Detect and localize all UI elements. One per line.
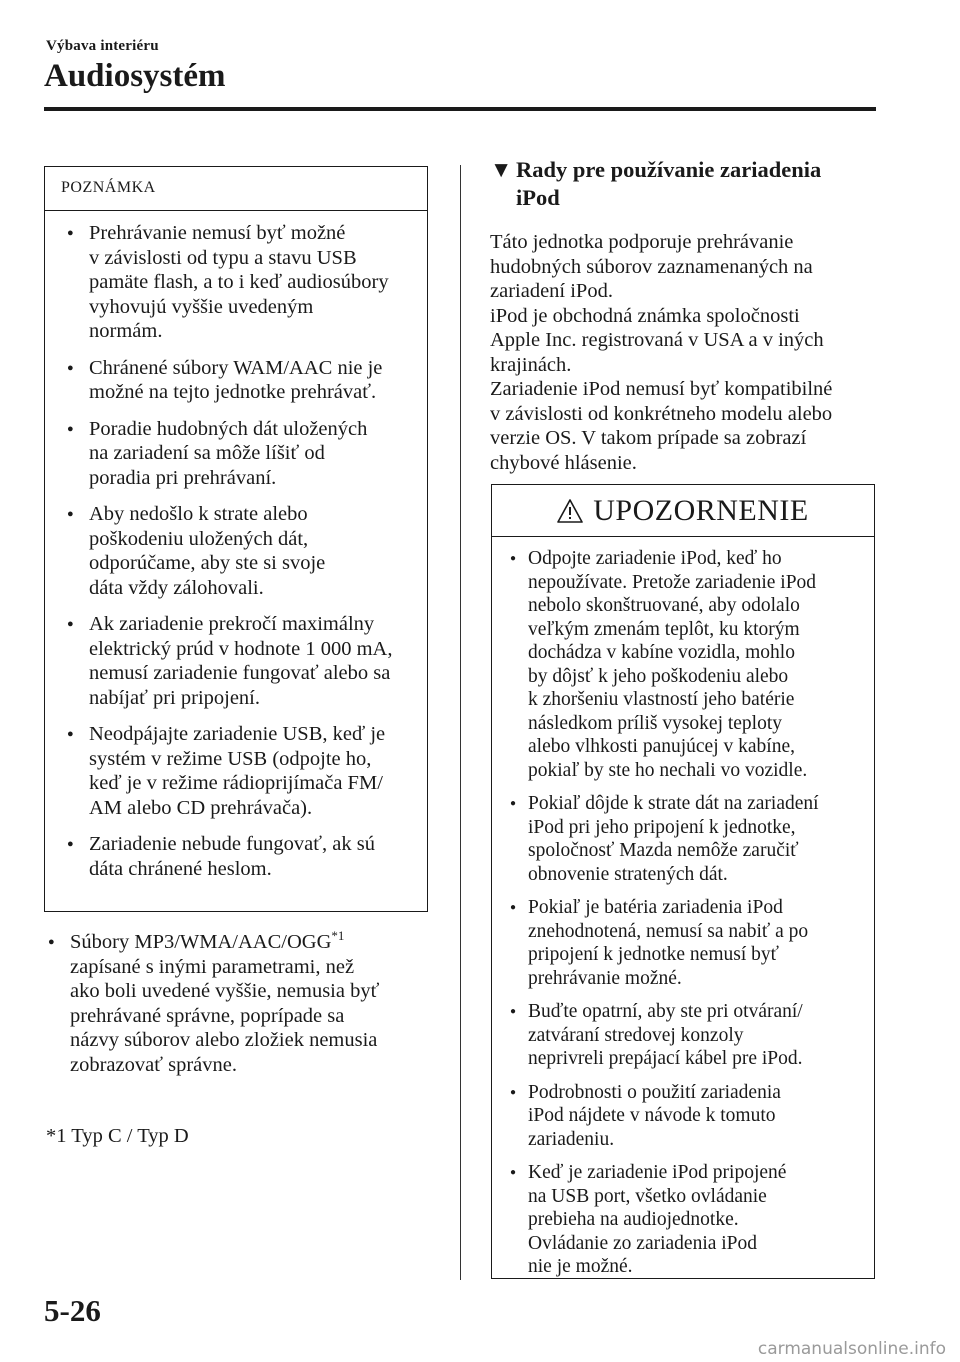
ipod-tips-heading-line2: iPod xyxy=(516,185,560,210)
file-format-list xyxy=(46,930,430,1077)
note-item: ● Neodpájajte zariadenie USB, keď je systém v režime USB (odpojte ho, keď je v režime rádioprijímača FM/ AM alebo CD prehrávača). xyxy=(65,722,415,820)
triangle-down-icon: ▼ xyxy=(490,157,513,182)
file-format-item xyxy=(46,930,430,1077)
ipod-tips-body: Táto jednotka podporuje prehrávanie hudobných súborov zaznamenaných na zariadení iPod. iPod je obchodná známka spoločnosti Apple Inc. registrovaná v USA a v iných krajinách. Zariadenie iPod nemusí byť kompatibilné v závislosti od konkrétneho modelu alebo verzie OS. V takom prípade sa zobrazí chybové hlásenie. xyxy=(490,231,833,474)
caution-list xyxy=(492,537,874,1279)
page-number: 5-26 xyxy=(44,1293,101,1328)
note-item: ● Poradie hudobných dát uložených na zariadení sa môže líšiť od poradia pri prehrávaní. xyxy=(65,417,415,491)
section-label: Výbava interiéru xyxy=(46,38,159,54)
note-item: ● Aby nedošlo k strate alebo poškodeniu uložených dát, odporúčame, aby ste si svoje dáta vždy zálohovali. xyxy=(65,502,415,600)
note-heading: POZNÁMKA xyxy=(45,167,427,211)
note-item: ● Zariadenie nebude fungovať, ak sú dáta chránené heslom. xyxy=(65,832,415,881)
caution-box xyxy=(491,484,875,1279)
caution-item: ● Podrobnosti o použití zariadenia iPod nájdete v návode k tomuto zariadeniu. xyxy=(510,1081,864,1152)
caution-heading: UPOZORNENIE xyxy=(593,493,809,527)
note-list xyxy=(45,211,427,881)
ipod-tips-heading xyxy=(490,156,890,212)
note-box xyxy=(44,166,428,912)
footnote: *1 Typ C / Typ D xyxy=(46,1125,189,1147)
caution-item: ● Buďte opatrní, aby ste pri otváraní/ zatváraní stredovej konzoly neprivreli prepájací kábel pre iPod. xyxy=(510,1000,864,1071)
note-item: ● Ak zariadenie prekročí maximálny elektrický prúd v hodnote 1 000 mA, nemusí zariadenie fungovať alebo sa nabíjať pri pripojení. xyxy=(65,612,415,710)
caution-header xyxy=(492,485,874,537)
title-rule xyxy=(44,107,876,111)
ipod-tips-heading-line1: Rady pre používanie zariadenia xyxy=(516,157,822,182)
caution-item: ● Odpojte zariadenie iPod, keď ho nepoužívate. Pretože zariadenie iPod nebolo skonštruované, aby odolalo veľkým zmenám teplôt, ku ktorým dochádza v kabíne vozidla, mohlo by dôjsť k jeho poškodeniu alebo k zhoršeniu vlastností jeho batérie následkom príliš vysokej teploty alebo vlhkosti panujúcej v kabíne, pokiaľ by ste ho nechali vo vozidle. xyxy=(510,547,864,782)
note-item: ● Prehrávanie nemusí byť možné v závislosti od typu a stavu USB pamäte flash, a to i keď audiosúbory vyhovujú vyššie uvedeným normám. xyxy=(65,221,415,344)
note-item: ● Chránené súbory WAM/AAC nie je možné na tejto jednotke prehrávať. xyxy=(65,356,415,405)
caution-item: ● Keď je zariadenie iPod pripojené na USB port, všetko ovládanie prebieha na audiojednotke. Ovládanie zo zariadenia iPod nie je možné. xyxy=(510,1161,864,1279)
warning-triangle-icon xyxy=(557,498,583,524)
caution-item: ● Pokiaľ je batéria zariadenia iPod znehodnotená, nemusí sa nabiť a po pripojení k jednotke nemusí byť prehrávanie možné. xyxy=(510,896,864,990)
column-divider xyxy=(460,165,461,1280)
watermark: carmanualsonline.info xyxy=(757,1339,946,1359)
footnote-marker: *1 xyxy=(331,928,345,944)
caution-item: ● Pokiaľ dôjde k strate dát na zariadení iPod pri jeho pripojení k jednotke, spoločnosť Mazda nemôže zaručiť obnovenie stratených dát. xyxy=(510,792,864,886)
file-format-rest: zapísané s inými parametrami, než ako boli uvedené vyššie, nemusia byť prehrávané správne, poprípade sa názvy súborov alebo zložiek nemusia zobrazovať správne. xyxy=(70,955,380,1076)
file-format-prefix: Súbory MP3/WMA/AAC/OGG xyxy=(70,931,332,953)
page-title: Audiosystém xyxy=(44,58,226,94)
